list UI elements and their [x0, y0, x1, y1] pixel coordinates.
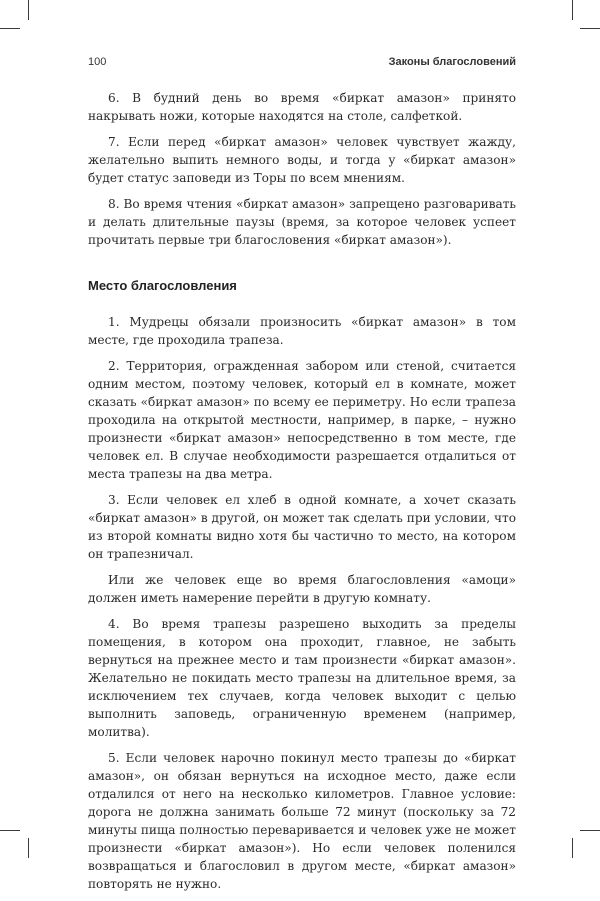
- section-heading: Место благословления: [88, 278, 237, 293]
- page-body: [88, 89, 516, 901]
- section-paragraph-3: 3. Если человек ел хлеб в одной комнате, а хочет сказать «биркат амазон» в другой, он может так сделать при условии, что из второй комнаты видно хотя бы частично то место, на котором он трапезничал.: [88, 493, 516, 561]
- paragraph-rule-8: 8. Во время чтения «биркат амазон» запрещено разговаривать и делать длительные паузы (время, за которое человек успеет прочитать первые три благословения «биркат амазон»).: [88, 197, 516, 247]
- paragraph-rule-6: 6. В будний день во время «биркат амазон» принято накрывать ножи, которые находятся на столе, салфеткой.: [88, 91, 516, 123]
- crop-mark-bottom-right-horizontal: [580, 830, 600, 831]
- crop-mark-top-right-vertical: [572, 0, 573, 20]
- paragraph-rule-7: 7. Если перед «биркат амазон» человек чувствует жажду, желательно выпить немного воды, и тогда у «биркат амазон» будет статус заповеди из Торы по всем мнениям.: [88, 135, 516, 185]
- crop-mark-bottom-right-vertical: [572, 838, 573, 858]
- page-number: 100: [88, 56, 107, 68]
- crop-mark-top-left-vertical: [28, 0, 29, 20]
- running-title: Законы благословений: [388, 56, 516, 68]
- crop-mark-bottom-left-vertical: [28, 838, 29, 858]
- section-paragraph-2: 2. Территория, огражденная забором или стеной, считается одним местом, поэтому человек, который ел в комнате, может сказать «биркат амазон» по всему ее периметру. Но если трапеза проходила на открытой местности, например, в парке, – нужно произнести «биркат амазон» непосредственно в том месте, где человек ел. В случае необходимости разрешается отдалиться от места трапезы на два метра.: [88, 359, 516, 481]
- crop-mark-bottom-left-horizontal: [0, 830, 20, 831]
- running-header: [88, 56, 516, 68]
- section-paragraph-1: 1. Мудрецы обязали произносить «биркат амазон» в том месте, где проходила трапеза.: [88, 315, 516, 347]
- section-paragraph-5: 5. Если человек нарочно покинул место трапезы до «биркат амазон», он обязан вернуться на исходное место, даже если отдалился от него на несколько километров. Главное условие: дорога не должна занимать больше 72 минут (поскольку за 72 минуты пища полностью переваривается и человек уже не может произнести «биркат амазон»). Но если человек поленился возвращаться и благословил в другом месте, «биркат амазон» повторять не нужно.: [88, 751, 516, 891]
- section-paragraph-3-continued: Или же человек еще во время благословления «амоци» должен иметь намерение перейти в другую комнату.: [88, 573, 516, 605]
- crop-mark-top-left-horizontal: [0, 28, 20, 29]
- section-paragraph-4: 4. Во время трапезы разрешено выходить за пределы помещения, в котором она проходит, главное, не забыть вернуться на прежнее место и там произнести «биркат амазон». Желательно не покидать место трапезы на длительное время, за исключением тех случаев, когда человек выходит с целью выполнить заповедь, ограниченную временем (например, молитва).: [88, 617, 516, 739]
- crop-mark-top-right-horizontal: [580, 28, 600, 29]
